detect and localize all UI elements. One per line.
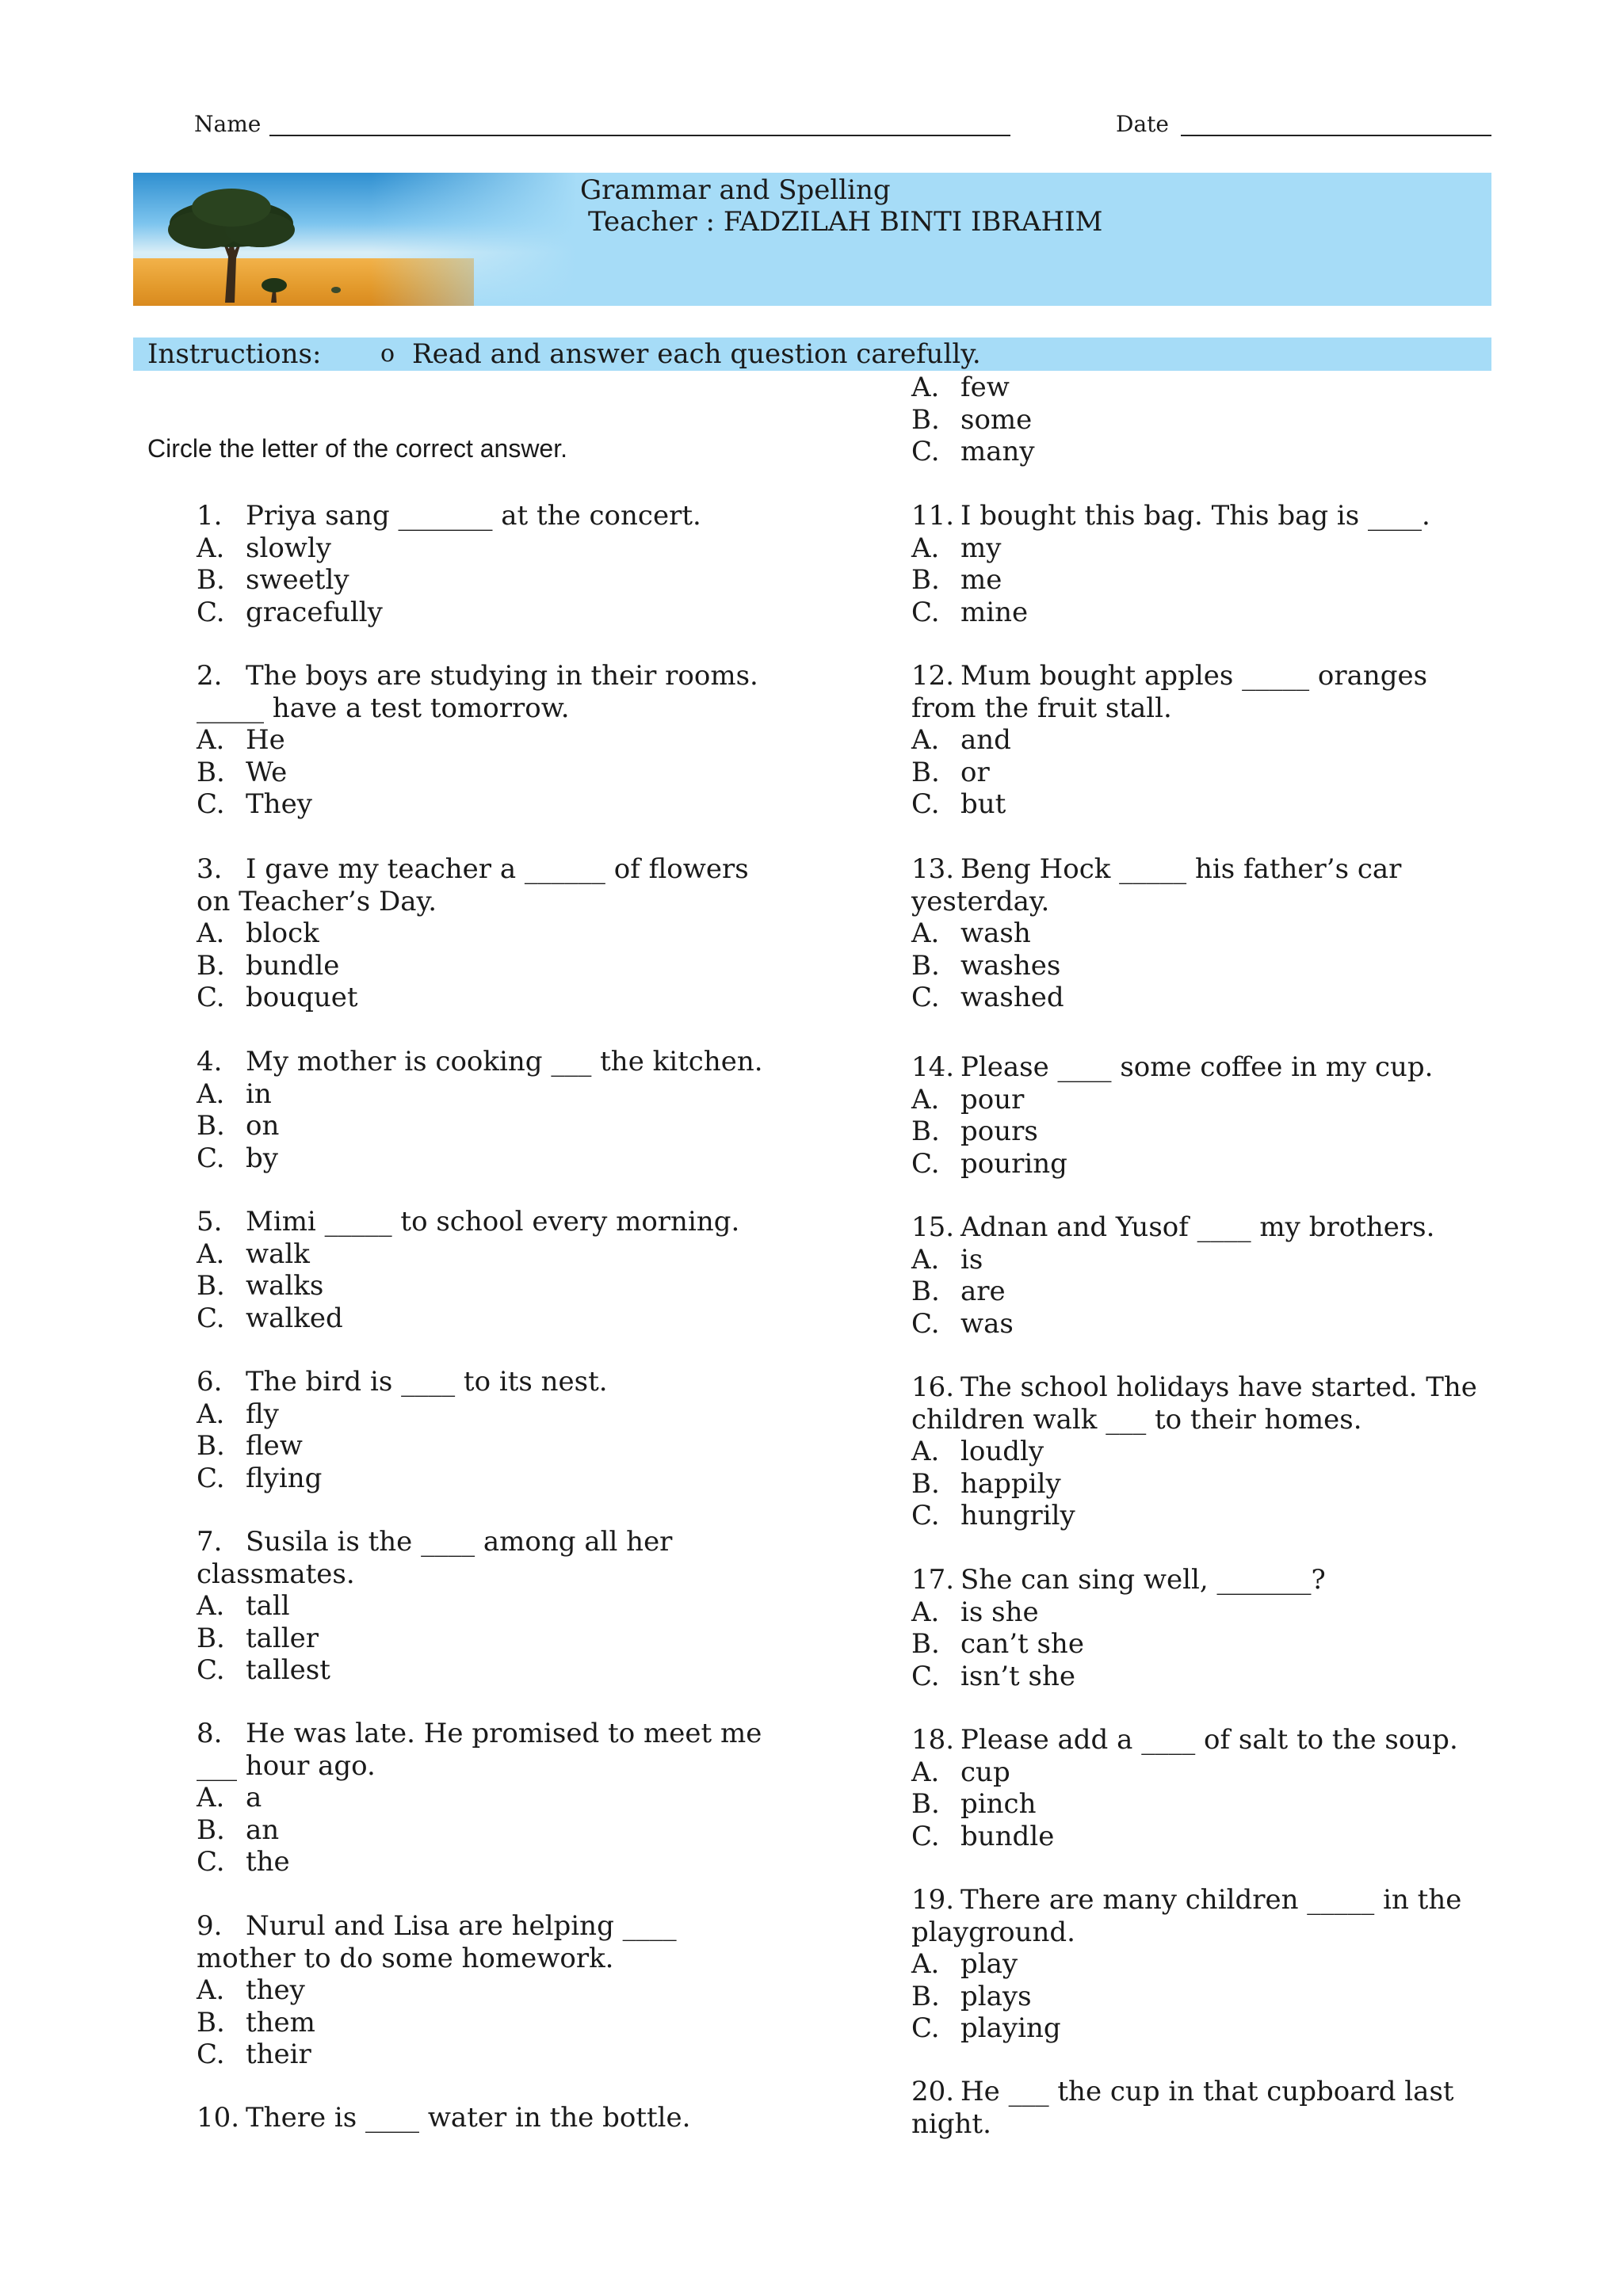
question-text: Priya sang _______ at the concert.: [246, 500, 701, 532]
option-text: pours: [960, 1116, 1038, 1147]
q10-continued-options: [911, 372, 1035, 468]
option-letter: C.: [197, 1462, 225, 1494]
option-text: but: [960, 788, 1006, 820]
option-letter: C.: [911, 1820, 940, 1852]
question-16: [911, 1371, 1477, 1532]
question-text: I bought this bag. This bag is ____.: [960, 500, 1430, 532]
answer-option[interactable]: A. few: [911, 372, 1010, 403]
option-text: walk: [246, 1238, 310, 1270]
option-letter: C.: [911, 1147, 940, 1180]
option-letter: B.: [911, 949, 940, 982]
question-stem: [197, 660, 758, 692]
option-text: gracefully: [246, 596, 383, 628]
option-letter: B.: [197, 1622, 225, 1654]
question-19: [911, 1884, 1461, 2045]
question-text-continued: night.: [911, 2107, 991, 2140]
answer-option[interactable]: [911, 950, 1401, 982]
option-text: loudly: [960, 1436, 1044, 1467]
answer-option[interactable]: [197, 917, 749, 950]
answer-option[interactable]: [911, 1116, 1433, 1148]
option-letter: B.: [197, 1110, 225, 1142]
option-text: pinch: [960, 1788, 1037, 1820]
answer-option[interactable]: [911, 2012, 1461, 2045]
option-letter: A.: [911, 724, 940, 756]
question-stem: [911, 2076, 1454, 2108]
option-letter: B.: [197, 1430, 225, 1462]
option-letter: C.: [197, 596, 225, 628]
question-text-continued: yesterday.: [911, 885, 1050, 917]
question-text: Adnan and Yusof ____ my brothers.: [960, 1211, 1435, 1243]
question-15: [911, 1211, 1434, 1340]
answer-option[interactable]: [911, 1821, 1458, 1853]
option-letter: B.: [911, 1467, 940, 1500]
question-3: [197, 853, 749, 1014]
question-18: [911, 1724, 1458, 1852]
question-number: 2.: [197, 660, 223, 692]
question-7: [197, 1526, 672, 1687]
question-number: 17.: [911, 1564, 955, 1596]
answer-option[interactable]: [197, 1270, 739, 1302]
answer-option[interactable]: [911, 1084, 1433, 1116]
option-letter: C.: [197, 1142, 225, 1174]
answer-option[interactable]: [911, 597, 1430, 629]
answer-option[interactable]: [911, 1948, 1461, 1981]
question-8: [197, 1718, 762, 1878]
question-text: Beng Hock _____ his father’s car: [960, 853, 1402, 885]
option-text: hungrily: [960, 1500, 1075, 1531]
answer-option[interactable]: [911, 1628, 1326, 1661]
answer-option[interactable]: [197, 597, 701, 629]
option-text: by: [246, 1142, 278, 1174]
option-letter: A.: [197, 1590, 225, 1622]
question-text-continued: classmates.: [197, 1558, 355, 1590]
option-letter: C.: [197, 2039, 225, 2070]
question-text-continued: mother to do some homework.: [197, 1942, 614, 1974]
question-text-continued: _____ have a test tomorrow.: [197, 692, 570, 724]
option-text: tallest: [246, 1654, 330, 1686]
answer-option[interactable]: [197, 2039, 677, 2071]
tree-icon: [149, 184, 371, 303]
question-stem: [197, 1046, 763, 1078]
question-number: 10.: [197, 2102, 240, 2134]
option-text: washes: [960, 949, 1061, 982]
question-text-continued: from the fruit stall.: [911, 692, 1172, 724]
option-text: in: [246, 1077, 272, 1110]
question-number: 3.: [197, 853, 223, 885]
option-letter: A.: [197, 1782, 225, 1814]
question-text: The bird is ____ to its nest.: [246, 1366, 608, 1398]
option-text: an: [246, 1814, 280, 1846]
answer-option[interactable]: [911, 1244, 1434, 1276]
answer-option[interactable]: [911, 982, 1401, 1014]
option-letter: C.: [911, 1500, 940, 1531]
option-letter: A.: [911, 1948, 940, 1980]
answer-option[interactable]: [197, 1110, 763, 1142]
option-text: wash: [960, 917, 1031, 949]
option-text: bundle: [246, 949, 340, 982]
question-text-continued: ___ hour ago.: [197, 1749, 376, 1782]
question-number: 7.: [197, 1526, 223, 1558]
answer-option[interactable]: [911, 1756, 1458, 1789]
option-letter: B.: [197, 1270, 225, 1302]
question-12: [911, 660, 1427, 821]
question-number: 20.: [911, 2076, 955, 2107]
name-label: Name: [194, 111, 262, 137]
question-stem: [197, 500, 701, 532]
question-10: [197, 2102, 690, 2134]
option-text: tall: [246, 1590, 290, 1622]
option-letter: A.: [911, 1756, 940, 1788]
option-letter: C.: [197, 788, 225, 820]
option-letter: C.: [197, 1654, 225, 1686]
option-text: bundle: [960, 1820, 1055, 1852]
question-number: 14.: [911, 1051, 955, 1083]
answer-option[interactable]: [911, 1148, 1433, 1180]
circle-instruction: Circle the letter of the correct answer.: [147, 434, 567, 463]
option-letter: C.: [911, 788, 940, 820]
option-text: or: [960, 756, 990, 788]
answer-option[interactable]: [197, 532, 701, 565]
teacher-name: Teacher : FADZILAH BINTI IBRAHIM: [588, 206, 1103, 238]
answer-option[interactable]: [197, 1782, 762, 1814]
date-label: Date: [1116, 111, 1169, 137]
option-letter: B.: [197, 1814, 225, 1846]
option-text: their: [246, 2039, 311, 2070]
option-text: they: [246, 1974, 305, 2006]
option-letter: B.: [911, 1628, 940, 1660]
answer-option[interactable]: [197, 1430, 608, 1463]
option-letter: A.: [911, 1436, 940, 1467]
option-text: are: [960, 1276, 1006, 1307]
option-letter: B.: [911, 1116, 940, 1147]
question-text: There are many children _____ in the: [960, 1884, 1462, 1916]
question-5: [197, 1206, 739, 1334]
option-letter: B.: [911, 756, 940, 788]
option-text: me: [960, 564, 1002, 596]
option-letter: A.: [911, 1596, 940, 1628]
option-text: pouring: [960, 1147, 1067, 1180]
question-11: [911, 500, 1430, 628]
answer-option[interactable]: [197, 757, 758, 789]
question-17: [911, 1564, 1326, 1692]
question-text: He ___ the cup in that cupboard last: [960, 2076, 1454, 2107]
answer-option[interactable]: [911, 1981, 1461, 2013]
question-stem: [911, 1564, 1326, 1596]
option-letter: B.: [911, 1788, 940, 1820]
question-number: 9.: [197, 1910, 223, 1942]
option-letter: C.: [911, 2012, 940, 2044]
option-letter: B.: [197, 564, 225, 596]
answer-option[interactable]: [197, 1238, 739, 1271]
option-letter: A.: [197, 1974, 225, 2006]
option-text: and: [960, 724, 1011, 756]
option-text: sweetly: [246, 564, 349, 596]
question-number: 1.: [197, 500, 223, 532]
option-letter: A.: [911, 1243, 940, 1276]
question-stem: [911, 1211, 1434, 1244]
question-stem: [197, 853, 749, 886]
answer-option[interactable]: [197, 1302, 739, 1335]
question-text: My mother is cooking ___ the kitchen.: [246, 1046, 763, 1077]
instructions-text: Read and answer each question carefully.: [412, 338, 981, 370]
question-text: The boys are studying in their rooms.: [246, 660, 758, 692]
question-text: Mimi _____ to school every morning.: [246, 1206, 740, 1238]
question-number: 4.: [197, 1046, 223, 1077]
option-text: bouquet: [246, 982, 358, 1013]
option-letter: A.: [197, 724, 225, 756]
question-9: [197, 1910, 677, 2071]
question-stem: [197, 1526, 672, 1558]
instructions-label: Instructions:: [147, 338, 322, 370]
option-text: happily: [960, 1467, 1061, 1500]
option-text: fly: [246, 1398, 279, 1430]
bullet-icon: o: [380, 340, 395, 368]
answer-option[interactable]: [197, 950, 749, 982]
question-text-continued: children walk ___ to their homes.: [911, 1403, 1362, 1436]
option-text: flying: [246, 1462, 323, 1494]
question-number: 11.: [911, 500, 955, 532]
option-text: can’t she: [960, 1628, 1084, 1660]
option-letter: A.: [197, 532, 225, 564]
option-text: a: [246, 1782, 262, 1814]
option-text: cup: [960, 1756, 1010, 1788]
option-letter: C.: [911, 1307, 940, 1340]
option-letter: B.: [197, 949, 225, 982]
answer-option[interactable]: [197, 1974, 677, 2007]
question-number: 6.: [197, 1366, 223, 1398]
answer-option[interactable]: [197, 1846, 762, 1878]
question-text-continued: playground.: [911, 1916, 1075, 1948]
name-field[interactable]: [269, 135, 1010, 136]
question-text-continued: on Teacher’s Day.: [197, 885, 437, 917]
option-text: plays: [960, 1980, 1032, 2012]
question-number: 8.: [197, 1718, 223, 1749]
answer-option[interactable]: [911, 917, 1401, 950]
question-text: Nurul and Lisa are helping ____: [246, 1910, 677, 1942]
option-text: them: [246, 2006, 315, 2039]
option-letter: A.: [197, 1077, 225, 1110]
answer-option[interactable]: [197, 1398, 608, 1431]
question-text: She can sing well, _______?: [960, 1564, 1326, 1596]
question-stem: [197, 1910, 677, 1943]
option-text: was: [960, 1307, 1014, 1340]
option-text: walked: [246, 1302, 343, 1334]
answer-option[interactable]: [197, 724, 758, 757]
answer-option[interactable]: [911, 1596, 1326, 1629]
option-text: We: [246, 756, 288, 788]
option-letter: A.: [197, 917, 225, 949]
question-number: 5.: [197, 1206, 223, 1238]
option-text: pour: [960, 1083, 1025, 1116]
option-text: is: [960, 1243, 983, 1276]
question-stem: [911, 1884, 1461, 1917]
answer-option[interactable]: [197, 982, 749, 1014]
date-field[interactable]: [1181, 135, 1491, 136]
answer-option[interactable]: [911, 788, 1427, 821]
answer-option[interactable]: [197, 1590, 672, 1623]
question-13: [911, 853, 1401, 1014]
option-letter: C.: [197, 1846, 225, 1878]
option-letter: A.: [197, 1398, 225, 1430]
option-text: They: [246, 788, 312, 820]
question-stem: [911, 1724, 1458, 1756]
option-letter: C.: [197, 1302, 225, 1334]
option-letter: A.: [911, 532, 940, 564]
question-number: 16.: [911, 1371, 955, 1403]
question-number: 15.: [911, 1211, 955, 1243]
question-text: Mum bought apples _____ oranges: [960, 660, 1428, 692]
worksheet-title: Grammar and Spelling: [580, 174, 891, 206]
answer-option[interactable]: C. many: [911, 436, 1035, 467]
option-text: my: [960, 532, 1002, 564]
answer-option[interactable]: [197, 1463, 608, 1495]
option-letter: C.: [911, 596, 940, 628]
question-text: Please add a ____ of salt to the soup.: [960, 1724, 1458, 1756]
answer-option[interactable]: [911, 564, 1430, 597]
option-letter: A.: [911, 917, 940, 949]
option-text: the: [246, 1846, 290, 1878]
question-text: There is ____ water in the bottle.: [246, 2102, 691, 2134]
question-text: Susila is the ____ among all her: [246, 1526, 673, 1558]
option-letter: B.: [911, 1980, 940, 2012]
question-text: The school holidays have started. The: [960, 1371, 1477, 1403]
question-text: Please ____ some coffee in my cup.: [960, 1051, 1434, 1083]
option-letter: C.: [911, 1660, 940, 1692]
option-text: flew: [246, 1430, 303, 1462]
option-letter: A.: [911, 1083, 940, 1116]
option-letter: C.: [911, 982, 940, 1013]
question-1: [197, 500, 701, 628]
question-stem: [911, 853, 1401, 886]
answer-option[interactable]: [197, 1078, 763, 1111]
option-text: is she: [960, 1596, 1039, 1628]
question-number: 18.: [911, 1724, 955, 1756]
question-text: I gave my teacher a ______ of flowers: [246, 853, 749, 885]
answer-option[interactable]: [911, 1308, 1434, 1341]
question-stem: [197, 1366, 608, 1398]
question-stem: [911, 1051, 1433, 1084]
answer-option[interactable]: [911, 532, 1430, 565]
answer-option[interactable]: [197, 1142, 763, 1175]
option-text: He: [246, 724, 285, 756]
question-stem: [911, 660, 1427, 692]
question-number: 19.: [911, 1884, 955, 1916]
answer-option[interactable]: [197, 564, 701, 597]
question-stem: [197, 2102, 690, 2134]
answer-option[interactable]: [911, 757, 1427, 789]
question-number: 13.: [911, 853, 955, 885]
answer-option[interactable]: [197, 2007, 677, 2039]
question-number: 12.: [911, 660, 955, 692]
question-stem: [197, 1206, 739, 1238]
option-text: washed: [960, 982, 1064, 1013]
answer-option[interactable]: [911, 1276, 1434, 1308]
option-letter: C.: [197, 982, 225, 1013]
question-14: [911, 1051, 1433, 1180]
option-text: on: [246, 1110, 280, 1142]
option-letter: B.: [911, 1276, 940, 1307]
answer-option[interactable]: [197, 1654, 672, 1687]
answer-option[interactable]: [197, 788, 758, 821]
option-letter: A.: [197, 1238, 225, 1270]
answer-option[interactable]: [911, 1500, 1477, 1532]
answer-option[interactable]: [911, 724, 1427, 757]
answer-option[interactable]: [911, 1436, 1477, 1468]
question-stem: [911, 500, 1430, 532]
option-text: walks: [246, 1270, 324, 1302]
question-2: [197, 660, 758, 821]
answer-option[interactable]: [197, 1623, 672, 1655]
option-text: taller: [246, 1622, 319, 1654]
answer-option[interactable]: [197, 1814, 762, 1847]
question-text: He was late. He promised to meet me: [246, 1718, 762, 1749]
answer-option[interactable]: [911, 1661, 1326, 1693]
option-text: playing: [960, 2012, 1061, 2044]
answer-option[interactable]: [911, 1468, 1477, 1501]
option-text: play: [960, 1948, 1018, 1980]
question-4: [197, 1046, 763, 1174]
question-stem: [197, 1718, 762, 1750]
option-letter: B.: [911, 564, 940, 596]
question-stem: [911, 1371, 1477, 1404]
option-letter: B.: [197, 756, 225, 788]
option-text: mine: [960, 596, 1029, 628]
option-text: slowly: [246, 532, 331, 564]
answer-option[interactable]: [911, 1788, 1458, 1821]
question-20: [911, 2076, 1454, 2140]
banner-fade: [371, 173, 577, 306]
answer-option[interactable]: B. some: [911, 403, 1033, 436]
option-text: block: [246, 917, 319, 949]
option-text: isn’t she: [960, 1660, 1075, 1692]
title-banner: [133, 173, 1491, 306]
option-letter: B.: [197, 2006, 225, 2039]
question-6: [197, 1366, 608, 1494]
